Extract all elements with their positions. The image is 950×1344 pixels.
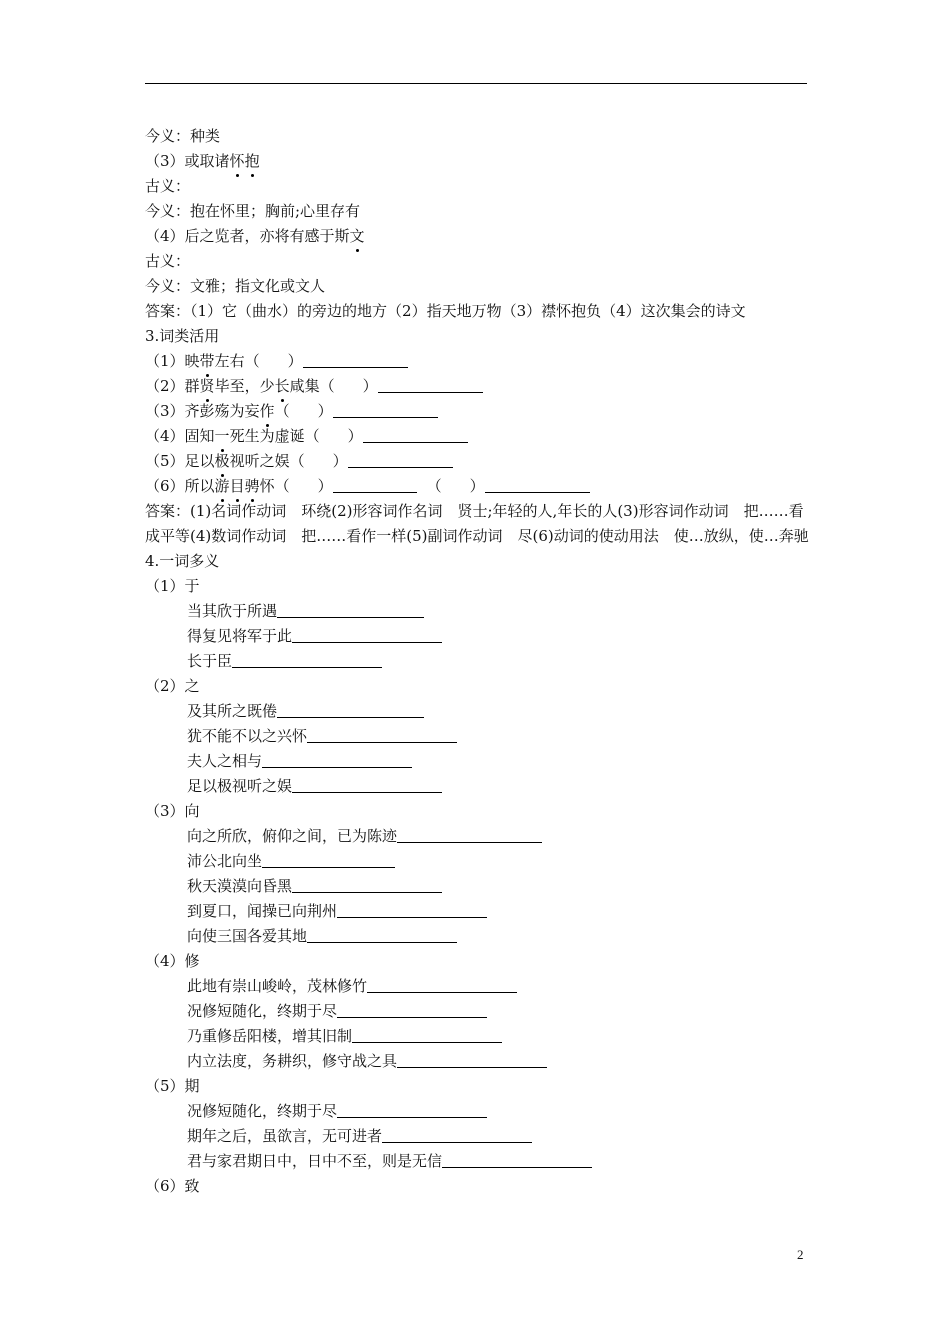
exercise-line — [145, 374, 815, 399]
header-rule — [145, 83, 807, 84]
answer-blank[interactable] — [367, 976, 517, 993]
group-heading: （4）修 — [145, 952, 200, 970]
text-span: ） — [287, 352, 303, 370]
exercise-line — [145, 824, 815, 849]
text-span: 秋天漠漠向昏黑 — [187, 877, 293, 895]
answer-blank[interactable] — [337, 1001, 487, 1018]
emphasis-char: 游 — [215, 474, 230, 499]
text-span: ） — [317, 402, 333, 420]
text-span: ） — [362, 377, 378, 395]
answer-blank[interactable] — [337, 1101, 487, 1118]
section-heading: 3.词类活用 — [145, 327, 220, 345]
text-span: 乃重修岳阳楼，增其旧制 — [187, 1027, 353, 1045]
emphasis-char: 怀 — [230, 149, 245, 174]
emphasis-char: 文 — [350, 224, 365, 249]
text-span: 当其欣于所遇 — [187, 602, 278, 620]
text-span: 足以极视听之娱 — [187, 777, 293, 795]
exercise-line — [145, 1024, 815, 1049]
exercise-line — [145, 399, 815, 424]
answer-blank[interactable] — [442, 1151, 592, 1168]
text-span: 视听之娱（ — [229, 452, 305, 470]
answer-line: 答案：（1）它（曲水）的旁边的地方（2）指天地万物（3）襟怀抱负（4）这次集会的诗文 — [145, 302, 746, 320]
exercise-line — [145, 449, 815, 474]
exercise-line — [145, 649, 815, 674]
exercise-line — [145, 1049, 815, 1074]
exercise-line — [145, 349, 815, 374]
text-span: 及其所之既倦 — [187, 702, 278, 720]
answer-blank[interactable] — [292, 626, 442, 643]
exercise-line — [145, 1099, 815, 1124]
answer-blank[interactable] — [337, 901, 487, 918]
text-span: ） — [332, 452, 348, 470]
group-heading: （5）期 — [145, 1077, 200, 1095]
emphasis-char: 一 — [215, 424, 230, 449]
text-span: 得复见将军于此 — [187, 627, 293, 645]
answer-blank[interactable] — [333, 476, 417, 493]
text-span: 左右（ — [214, 352, 260, 370]
exercise-line — [145, 724, 815, 749]
text-span: 长于臣 — [187, 652, 233, 670]
emphasis-char: 作 — [260, 399, 275, 424]
answer-blank[interactable] — [333, 401, 438, 418]
text-span: （ — [274, 402, 290, 420]
exercise-line — [145, 424, 815, 449]
answer-blank[interactable] — [397, 1051, 547, 1068]
text-line: 今义：种类 — [145, 127, 221, 145]
section-heading: 4.一词多义 — [145, 552, 220, 570]
exercise-line — [145, 1124, 815, 1149]
text-span: 君与家君期日中，日中不至，则是无信 — [187, 1152, 443, 1170]
answer-blank[interactable] — [277, 601, 424, 618]
text-span: （4）固知 — [145, 427, 215, 445]
answer-blank[interactable] — [348, 451, 453, 468]
text-span: 死生为虚诞（ — [229, 427, 320, 445]
document-body — [145, 124, 815, 1199]
emphasis-char: 带 — [200, 349, 215, 374]
text-span: 犹不能不以之兴怀 — [187, 727, 308, 745]
emphasis-char: 目 — [230, 474, 245, 499]
answer-blank[interactable] — [292, 876, 442, 893]
text-span: 怀（ — [259, 477, 290, 495]
answer-blank[interactable] — [363, 426, 468, 443]
answer-blank[interactable] — [303, 351, 408, 368]
text-span: 毕至，少 — [214, 377, 275, 395]
exercise-line — [145, 874, 815, 899]
answer-blank[interactable] — [352, 1026, 502, 1043]
answer-blank[interactable] — [232, 651, 382, 668]
text-span: 内立法度，务耕织，修守战之具 — [187, 1052, 398, 1070]
exercise-line — [145, 974, 815, 999]
group-heading: （3）向 — [145, 802, 200, 820]
exercise-line — [145, 749, 815, 774]
text-line: 古义： — [145, 177, 191, 195]
answer-blank[interactable] — [292, 776, 442, 793]
text-span: ） — [469, 477, 485, 495]
text-span: （5）足以 — [145, 452, 215, 470]
text-span: 况修短随化，终期于尽 — [187, 1102, 338, 1120]
group-heading: （2）之 — [145, 677, 200, 695]
group-heading: （6）致 — [145, 1177, 200, 1195]
text-span: （3）或取诸 — [145, 152, 230, 170]
exercise-line — [145, 599, 815, 624]
text-span: （1）映 — [145, 352, 200, 370]
text-span: （ — [426, 477, 442, 495]
page-number: 2 — [797, 1247, 804, 1262]
answer-paragraph: 答案：(1)名词作动词 环绕(2)形容词作名词 贤士;年轻的人,年长的人(3)形容词作动词 把……看成平等(4)数词作动词 把……看作一样(5)副词作动词 尽(6)动词的使动用法 使…放纵，使…奔驰 — [145, 502, 809, 545]
text-span: 到夏口，闻操已向荆州 — [187, 902, 338, 920]
answer-blank[interactable] — [262, 751, 412, 768]
text-span: （2）群 — [145, 377, 200, 395]
text-line: 今义：抱在怀里；胸前;心里存有 — [145, 202, 361, 220]
answer-blank[interactable] — [378, 376, 483, 393]
answer-blank[interactable] — [307, 926, 457, 943]
text-span: 向使三国各爱其地 — [187, 927, 308, 945]
exercise-line — [145, 624, 815, 649]
answer-blank[interactable] — [382, 1126, 532, 1143]
exercise-line — [145, 774, 815, 799]
exercise-line — [145, 899, 815, 924]
answer-blank[interactable] — [277, 701, 424, 718]
emphasis-char: 骋 — [245, 474, 260, 499]
text-span: 况修短随化，终期于尽 — [187, 1002, 338, 1020]
answer-blank[interactable] — [307, 726, 457, 743]
text-line: 今义：文雅；指文化或文人 — [145, 277, 326, 295]
text-span: ） — [347, 427, 363, 445]
answer-blank[interactable] — [262, 851, 395, 868]
text-line — [145, 224, 815, 249]
text-span: 期年之后，虽欲言，无可进者 — [187, 1127, 383, 1145]
text-span: 向之所欣，俯仰之间，已为陈迹 — [187, 827, 398, 845]
text-span: 沛公北向坐 — [187, 852, 263, 870]
exercise-line — [145, 699, 815, 724]
emphasis-char: 极 — [215, 449, 230, 474]
exercise-line — [145, 924, 815, 949]
text-span: 夫人之相与 — [187, 752, 263, 770]
exercise-line — [145, 999, 815, 1024]
exercise-line — [145, 849, 815, 874]
text-span: ） — [317, 477, 333, 495]
text-span: （3）齐彭殇为妄 — [145, 402, 260, 420]
group-heading: （1）于 — [145, 577, 200, 595]
text-span: 此地有崇山峻岭，茂林修竹 — [187, 977, 368, 995]
answer-blank[interactable] — [397, 826, 542, 843]
text-span: （6）所以 — [145, 477, 215, 495]
emphasis-char: 贤 — [200, 374, 215, 399]
text-line — [145, 149, 815, 174]
text-line: 古义： — [145, 252, 191, 270]
exercise-line — [145, 474, 815, 499]
emphasis-char: 抱 — [245, 149, 260, 174]
exercise-line — [145, 1149, 815, 1174]
text-span: （4）后之览者，亦将有感于斯 — [145, 227, 350, 245]
text-span: 咸集（ — [289, 377, 335, 395]
emphasis-char: 长 — [275, 374, 290, 399]
answer-blank[interactable] — [485, 476, 590, 493]
